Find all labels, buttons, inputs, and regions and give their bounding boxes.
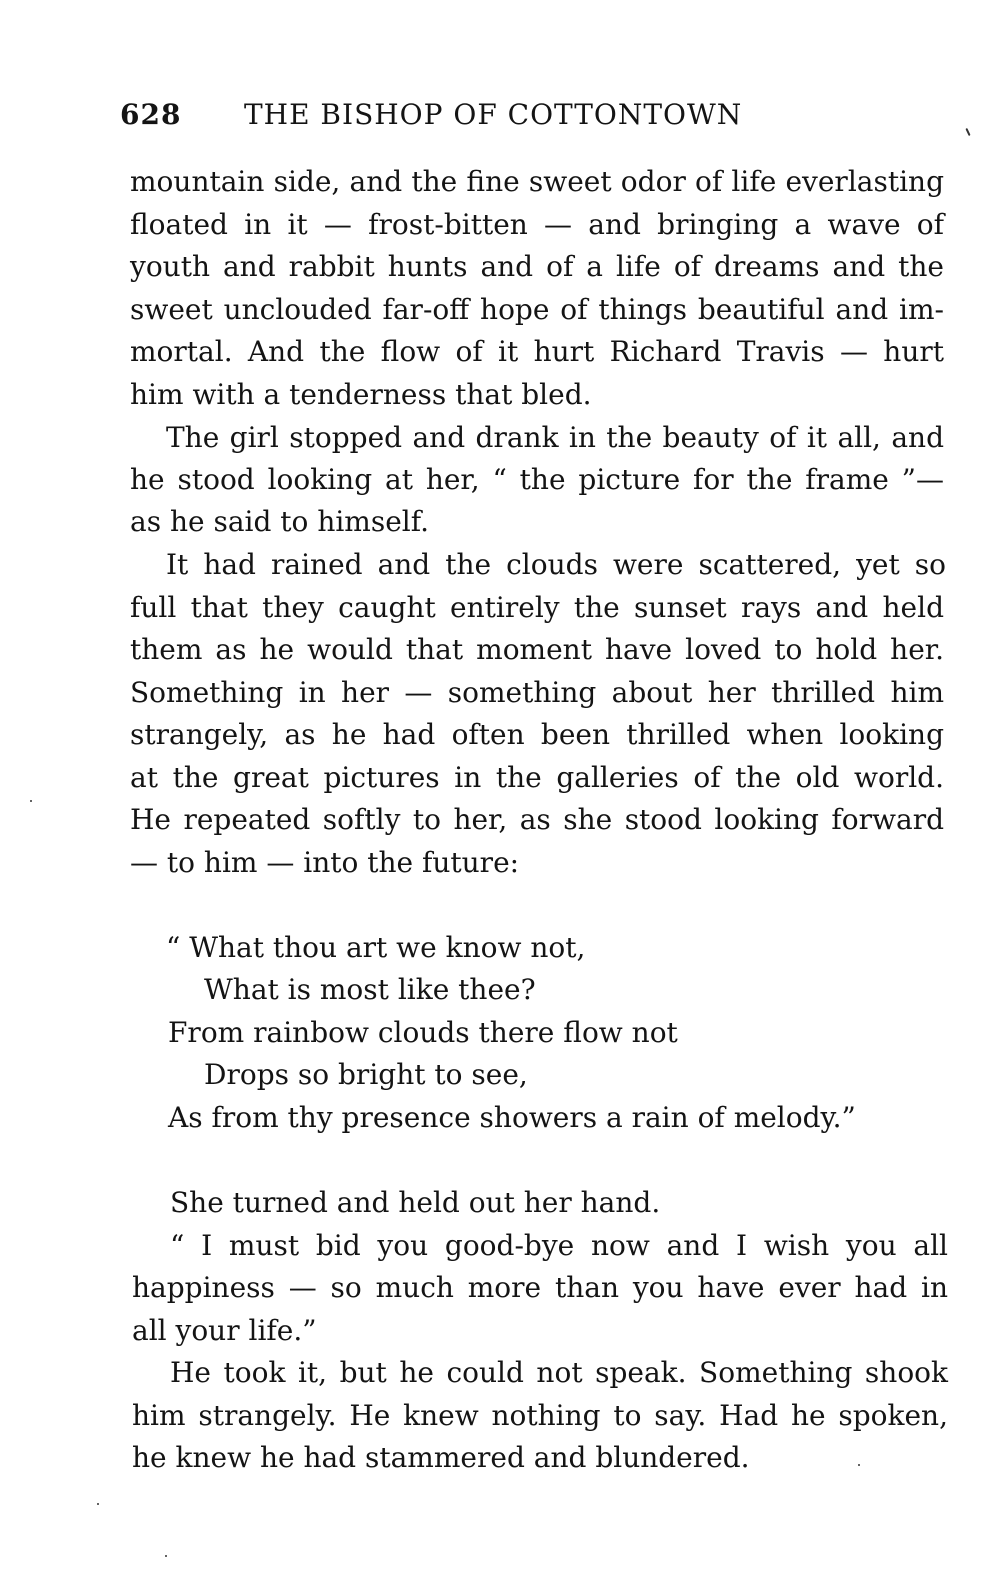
text-line: mountain side, and the fine sweet odor of life everlasting	[130, 165, 944, 198]
scan-speck	[858, 1464, 860, 1466]
text-line: him with a tenderness that bled.	[130, 378, 592, 411]
text-line: him strangely. He knew nothing to say. Had he spoken,	[132, 1399, 948, 1432]
text-line: — to him — into the future:	[130, 846, 520, 879]
running-title: THE BISHOP OF COTTONTOWN	[244, 98, 743, 131]
verse-line: “ What thou art we know not,	[166, 931, 586, 964]
text-line: It had rained and the clouds were scattered, yet so	[166, 548, 946, 581]
text-line: he stood looking at her, “ the picture for the frame ”—	[130, 463, 944, 496]
text-line: She turned and held out her hand.	[170, 1186, 661, 1219]
text-line: Something in her — something about her thrilled him	[130, 676, 944, 709]
text-line: all your life.”	[132, 1314, 317, 1347]
verse-line: From rainbow clouds there flow not	[168, 1016, 678, 1049]
text-line: floated in it — frost-bitten — and bringing a wave of	[130, 208, 944, 241]
page-number: 628	[120, 98, 182, 131]
text-line: full that they caught entirely the sunset rays and held	[130, 591, 944, 624]
text-line: happiness — so much more than you have ever had in	[132, 1271, 948, 1304]
verse-line: As from thy presence showers a rain of melody.”	[168, 1101, 856, 1134]
verse-line: What is most like thee?	[204, 973, 536, 1006]
text-line: mortal. And the flow of it hurt Richard Travis — hurt	[130, 335, 944, 368]
text-line: as he said to himself.	[130, 505, 430, 538]
text-line: sweet unclouded far-off hope of things beautiful and im-	[130, 293, 944, 326]
text-line: strangely, as he had often been thrilled when looking	[130, 718, 944, 751]
running-header	[120, 98, 950, 138]
text-line: “ I must bid you good-bye now and I wish you all	[170, 1229, 948, 1262]
text-line: youth and rabbit hunts and of a life of dreams and the	[130, 250, 944, 283]
text-line: The girl stopped and drank in the beauty of it all, and	[166, 421, 944, 454]
text-line: he knew he had stammered and blundered.	[132, 1441, 750, 1474]
scan-speck	[30, 800, 32, 802]
text-line: He repeated softly to her, as she stood looking forward	[130, 803, 944, 836]
scan-speck	[165, 1555, 167, 1557]
text-line: them as he would that moment have loved to hold her.	[130, 633, 944, 666]
text-line: at the great pictures in the galleries of the old world.	[130, 761, 944, 794]
text-line: He took it, but he could not speak. Something shook	[170, 1356, 948, 1389]
scan-speck	[97, 1503, 99, 1505]
verse-line: Drops so bright to see,	[204, 1058, 528, 1091]
scan-speck	[965, 128, 970, 136]
